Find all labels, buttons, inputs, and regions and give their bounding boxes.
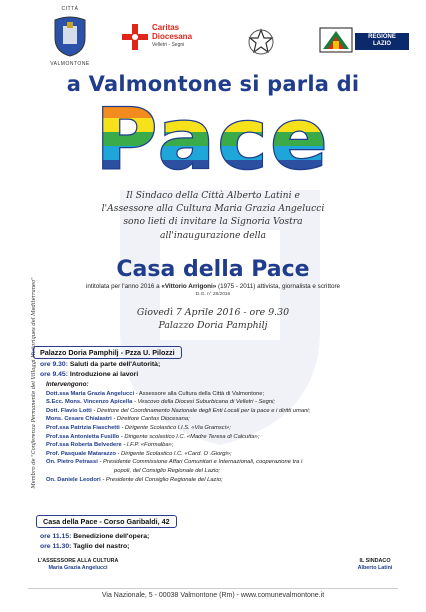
schedule-text: Benedizione dell'opera; [73,533,150,540]
footer-address: Via Nazionale, 5 - 00038 Valmontone (Rm) - www.comunevalmontone.it [101,592,325,599]
signature-right-name: Alberto Latini [357,565,393,571]
speaker-row [46,390,398,399]
venue-title: Casa della Pace [116,257,310,282]
event-date-line1: Giovedì 7 Aprile 2016 - ore 9.30 [136,307,290,318]
signature-left-title: L'ASSESSORE ALLA CULTURA [37,558,119,564]
speaker-role: - Direttore del Coordinamento Nazionale degli Enti Locali per la pace e i diritti umani; [91,407,311,414]
caritas-line3: Velletri - Segni [152,42,185,48]
section1-location: Palazzo Doria Pamphilj - Pzza U. Pilozzi [33,346,182,359]
speaker-role: - Vescovo della Diocesi Suburbicana di Velletri - Segni; [132,399,275,406]
invitation-text [30,189,396,242]
speaker-name: Mons. Cesare Chialastri [46,416,112,423]
speaker-role: - Assessore alla Cultura della Città di Valmontone; [134,390,265,397]
regione-line1: REGIONE [368,34,396,40]
signature-right-title: IL SINDACO [359,558,391,564]
intitolata-line [0,283,426,290]
speaker-name: Prof.ssa Patrizia Fiaschetti [46,424,120,431]
intitolata-suffix: (1975 - 2011) attivista, giornalista e scrittore [218,283,341,290]
caritas-line2: Diocesana [152,31,193,41]
side-membership-text: Membro de "Conferenza Permanente dei Villaggi Historiques del Mediterraneo" [31,277,37,489]
speaker-name: Dott. Flavio Lotti [46,407,92,414]
comune-label-bottom: VALMONTONE [50,61,90,67]
caritas-cross-icon [120,22,150,52]
comune-crest-icon [47,12,93,58]
speaker-name: Dott.ssa Maria Grazia Angelucci [46,390,135,397]
speaker-name: S.Ecc. Mons. Vincenzo Apicella [46,399,133,406]
speaker-name: On. Daniele Leodori [46,476,101,483]
repubblica-emblem-icon [248,28,274,56]
speaker-row [46,424,398,433]
invitation-line-3: sono lieti di invitare la Signoria Vostra [123,216,303,228]
speaker-row [46,407,398,416]
speaker-role: - Presidente del Consiglio Regionale del Lazio; [100,476,223,483]
speaker-row [46,398,398,407]
signature-left-name: Maria Grazia Angelucci [48,565,108,571]
regione-lazio-emblem-icon [319,27,353,53]
event-date [0,306,426,332]
schedule-text: Taglio del nastro; [73,543,130,550]
schedule-item [40,360,160,370]
speaker-role: - Dirigente Scolastico I.I.S. «Via Gramsci»; [119,424,231,431]
speaker-name: On. Pietro Petrassi [46,459,98,466]
speaker-role: - Dirigente scolastico I.C. «Madre Teresa di Calcutta»; [119,433,260,440]
footer-divider [28,588,398,589]
invitation-line-4: all'inaugurazione della [159,229,267,241]
speaker-role: - Presidente Commissione Affari Comunitari e Internazionali, cooperazione tra i [97,459,303,466]
speaker-row [46,467,398,476]
speaker-row [46,441,398,450]
speaker-row [46,476,398,485]
speaker-role: - I.F.P. «Formalba»; [121,442,174,449]
title-line1: a Valmontone si parla di [66,72,360,96]
intitolata-prefix: intitolata per l'anno 2016 a [85,283,160,290]
speaker-name: Prof. Pasquale Matarazzo [46,450,116,457]
signature-sindaco [340,558,410,572]
schedule-item [40,370,160,380]
speakers-heading: Intervengono: [46,381,89,388]
schedule-time: ore 9.45: [40,371,68,378]
speaker-role: popoli, del Consiglio Regionale del Lazio; [114,467,221,474]
schedule-time: ore 11.30: [40,543,72,550]
pace-rainbow-title [0,90,426,180]
signature-assessore [28,558,128,572]
speaker-row [46,433,398,442]
regione-lazio-logo [319,27,411,53]
regione-line2: LAZIO [373,41,391,47]
intitolata-name: «Vittorio Arrigoni» [161,283,217,290]
pace-word: Pace [95,90,331,180]
caritas-line1: Caritas [152,23,180,32]
speaker-name: Prof.ssa Roberta Belvedere [46,442,122,449]
event-date-line2: Palazzo Doria Pamphilj [158,320,268,331]
schedule-text: Saluti da parte dell'Autorità; [69,361,161,368]
section1-schedule [40,360,160,380]
speaker-role: - Dirigente Scolastico I.C. «Card. O .Giorgi»; [115,450,232,457]
schedule-item [40,532,149,542]
section2-location: Casa della Pace - Corso Garibaldi, 42 [36,515,177,528]
schedule-time: ore 9.30: [40,361,68,368]
speakers-list [46,381,398,484]
schedule-time: ore 11.15: [40,533,72,540]
speaker-row [46,415,398,424]
invitation-line-1: Il Sindaco della Città Alberto Latini e [126,190,300,201]
speaker-row [46,458,398,467]
section2-schedule [40,532,149,552]
caritas-logo [120,22,220,62]
speaker-role: - Direttore Caritas Diocesana; [111,416,190,423]
schedule-text: Introduzione ai lavori [69,371,139,378]
comune-label-top: CITTÀ [61,6,79,12]
comune-logo [47,6,93,68]
speaker-row [46,450,398,459]
speaker-name: Prof.ssa Antonietta Fusillo [46,433,120,440]
delibera-number: D.G. n° 28/2016 [195,292,231,297]
invitation-line-2: l'Assessore alla Cultura Maria Grazia Angelucci [101,203,325,215]
schedule-item [40,542,149,552]
